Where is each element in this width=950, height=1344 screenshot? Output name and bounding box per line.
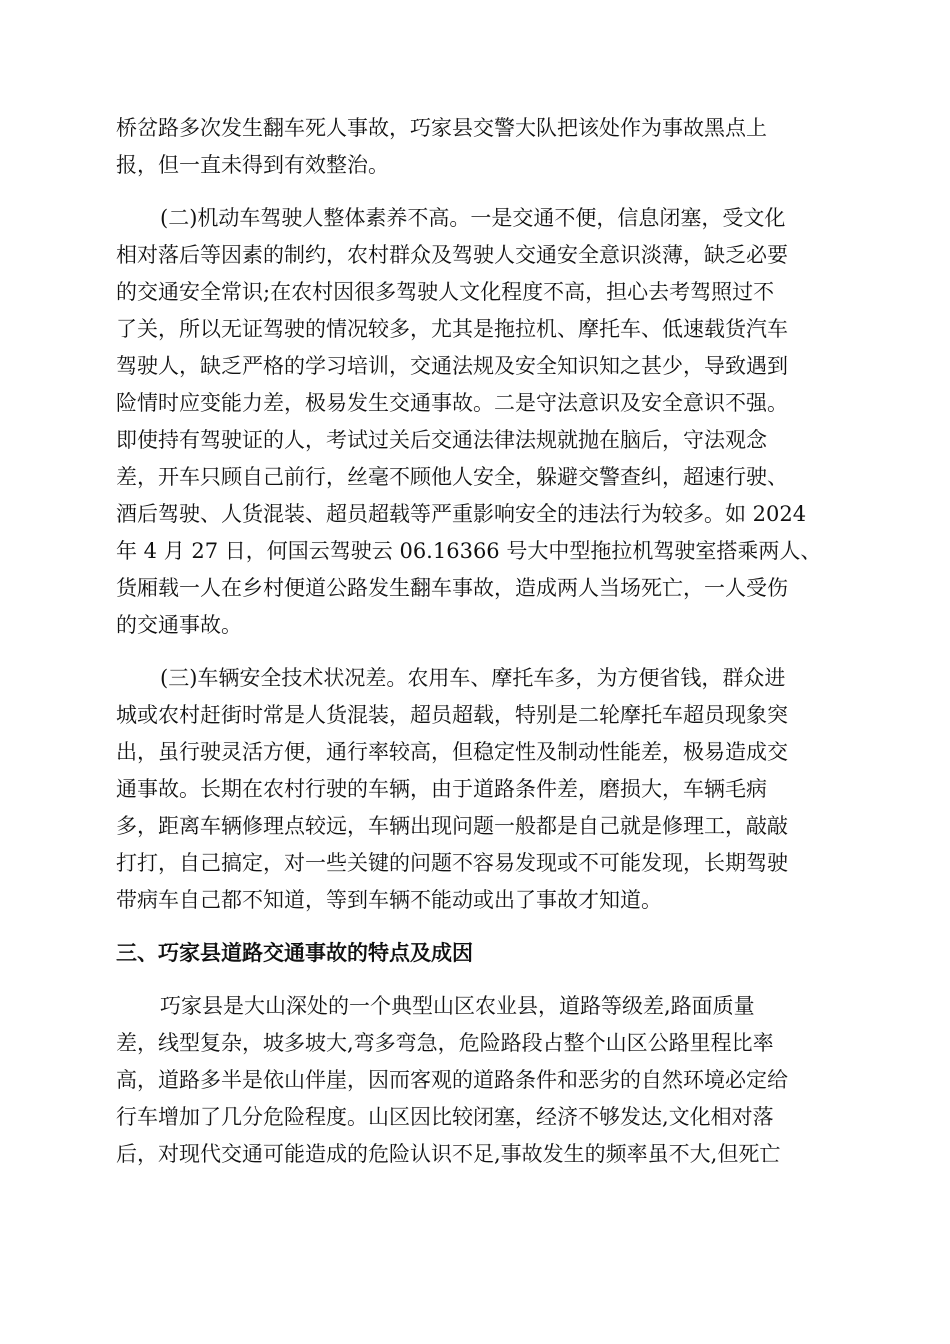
text-line: 巧家县是大山深处的一个典型山区农业县，道路等级差,路面质量 [160, 994, 755, 1018]
text-line: 货厢载一人在乡村便道公路发生翻车事故，造成两人当场死亡，一人受伤 [116, 576, 788, 600]
text-line: 带病车自己都不知道，等到车辆不能动或出了事故才知道。 [116, 888, 662, 912]
text-line: 桥岔路多次发生翻车死人事故，巧家县交警大队把该处作为事故黑点上 [116, 116, 767, 140]
text-line: 的交通安全常识;在农村因很多驾驶人文化程度不高，担心去考驾照过不 [116, 280, 775, 304]
text-line: 险情时应变能力差，极易发生交通事故。二是守法意识及安全意识不强。 [116, 391, 788, 415]
text-line: 相对落后等因素的制约，农村群众及驾驶人交通安全意识淡薄，缺乏必要 [116, 243, 788, 267]
paragraph-spacer [116, 919, 836, 935]
text-line: 打打，自己搞定，对一些关键的问题不容易发现或不可能发现，长期驾驶 [116, 851, 788, 875]
paragraph-spacer [116, 644, 836, 660]
section-heading: 三、巧家县道路交通事故的特点及成因 [116, 941, 473, 965]
document-body [116, 110, 836, 1173]
text-line: 差，开车只顾自己前行，丝毫不顾他人安全，躲避交警查纠，超速行驶、 [116, 465, 788, 489]
text-line: 了关，所以无证驾驶的情况较多，尤其是拖拉机、摩托车、低速载货汽车 [116, 317, 788, 341]
text-line: 年 4 月 27 日，何国云驾驶云 06.16366 号大中型拖拉机驾驶室搭乘两人、 [116, 539, 822, 563]
text-line: 多，距离车辆修理点较远，车辆出现问题一般都是自己就是修理工，敲敲 [116, 814, 788, 838]
text-line: 的交通事故。 [116, 613, 242, 637]
text-line: 报，但一直未得到有效整治。 [116, 153, 389, 177]
paragraph-spacer [116, 972, 836, 988]
text-line: 高，道路多半是依山伴崖，因而客观的道路条件和恶劣的自然环境必定给 [116, 1068, 788, 1092]
text-line: (三)车辆安全技术状况差。农用车、摩托车多，为方便省钱，群众进 [160, 666, 786, 690]
text-line: 通事故。长期在农村行驶的车辆，由于道路条件差，磨损大，车辆毛病 [116, 777, 767, 801]
paragraph-spacer [116, 184, 836, 200]
text-line: 即使持有驾驶证的人，考试过关后交通法律法规就抛在脑后，守法观念 [116, 428, 767, 452]
text-line: 出，虽行驶灵活方便，通行率较高，但稳定性及制动性能差，极易造成交 [116, 740, 788, 764]
text-line: (二)机动车驾驶人整体素养不高。一是交通不便，信息闭塞，受文化 [160, 206, 786, 230]
paragraph-vehicle-condition [116, 660, 836, 919]
paragraph-section-intro [116, 988, 836, 1173]
text-line: 酒后驾驶、人货混装、超员超载等严重影响安全的违法行为较多。如 2024 [116, 502, 807, 526]
paragraph-driver-quality [116, 200, 836, 644]
paragraph-road-continuation [116, 110, 836, 184]
text-line: 驾驶人，缺乏严格的学习培训，交通法规及安全知识知之甚少，导致遇到 [116, 354, 788, 378]
text-line: 行车增加了几分危险程度。山区因比较闭塞，经济不够发达,文化相对落 [116, 1105, 774, 1129]
text-line: 差，线型复杂，坡多坡大,弯多弯急，危险路段占整个山区公路里程比率 [116, 1031, 774, 1055]
text-line: 后，对现代交通可能造成的危险认识不足,事故发生的频率虽不大,但死亡 [116, 1142, 781, 1166]
text-line: 城或农村赶街时常是人货混装，超员超载，特别是二轮摩托车超员现象突 [116, 703, 788, 727]
